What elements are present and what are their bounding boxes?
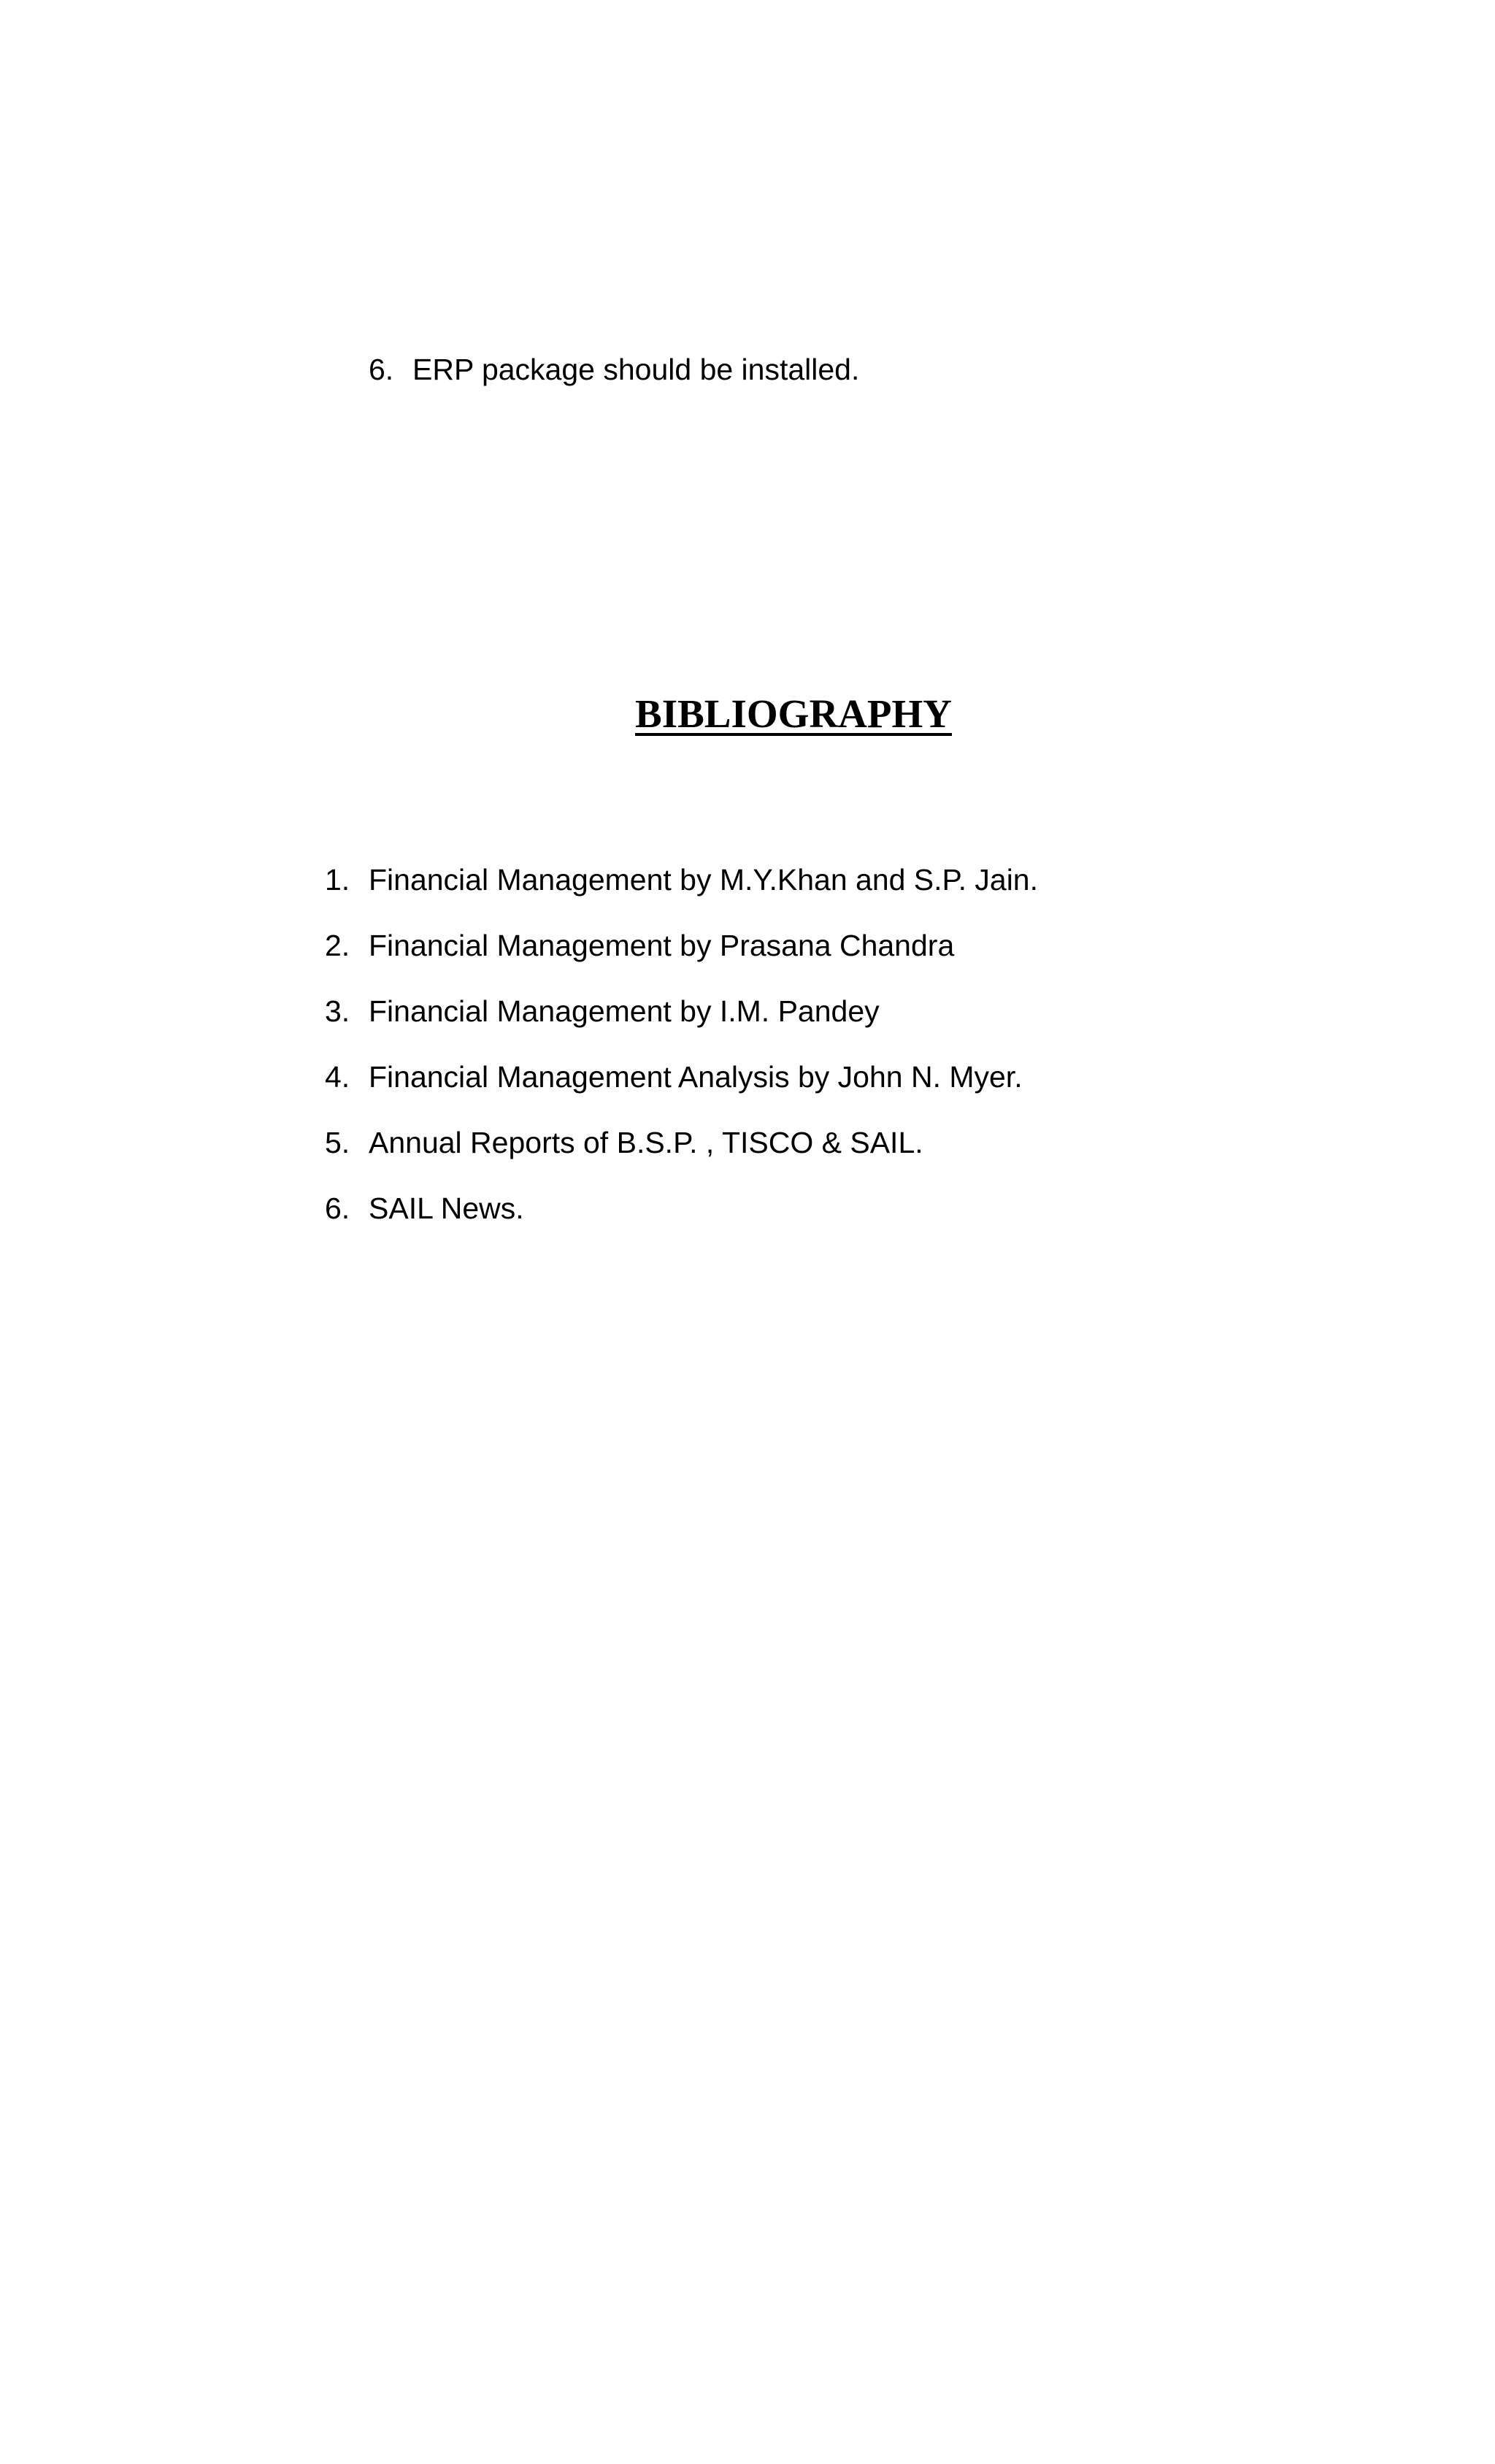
list-item-text: Financial Management by I.M. Pandey: [369, 994, 880, 1028]
recommendation-item: [369, 352, 859, 387]
list-item-number: 6.: [325, 1191, 350, 1225]
list-item-text: Annual Reports of B.S.P. , TISCO & SAIL.: [369, 1126, 923, 1159]
list-item-number: 5.: [325, 1126, 350, 1159]
list-item-number: 4.: [325, 1060, 350, 1094]
bibliography-heading: BIBLIOGRAPHY: [635, 691, 952, 736]
list-item-number: 6.: [369, 353, 394, 386]
list-item-number: 1.: [325, 863, 350, 897]
list-item-number: 2.: [325, 929, 350, 962]
bibliography-item: [325, 862, 1038, 897]
list-item-text: ERP package should be installed.: [412, 353, 860, 386]
list-item-text: Financial Management by Prasana Chandra: [369, 929, 955, 962]
list-item-text: Financial Management by M.Y.Khan and S.P. Jain.: [369, 863, 1038, 897]
bibliography-item: [325, 928, 954, 963]
bibliography-item: [325, 994, 880, 1029]
bibliography-item: [325, 1125, 923, 1160]
list-item-text: Financial Management Analysis by John N. Myer.: [369, 1060, 1023, 1094]
bibliography-item: [325, 1059, 1023, 1094]
list-item-text: SAIL News.: [369, 1191, 524, 1225]
bibliography-item: [325, 1191, 524, 1226]
list-item-number: 3.: [325, 994, 350, 1028]
